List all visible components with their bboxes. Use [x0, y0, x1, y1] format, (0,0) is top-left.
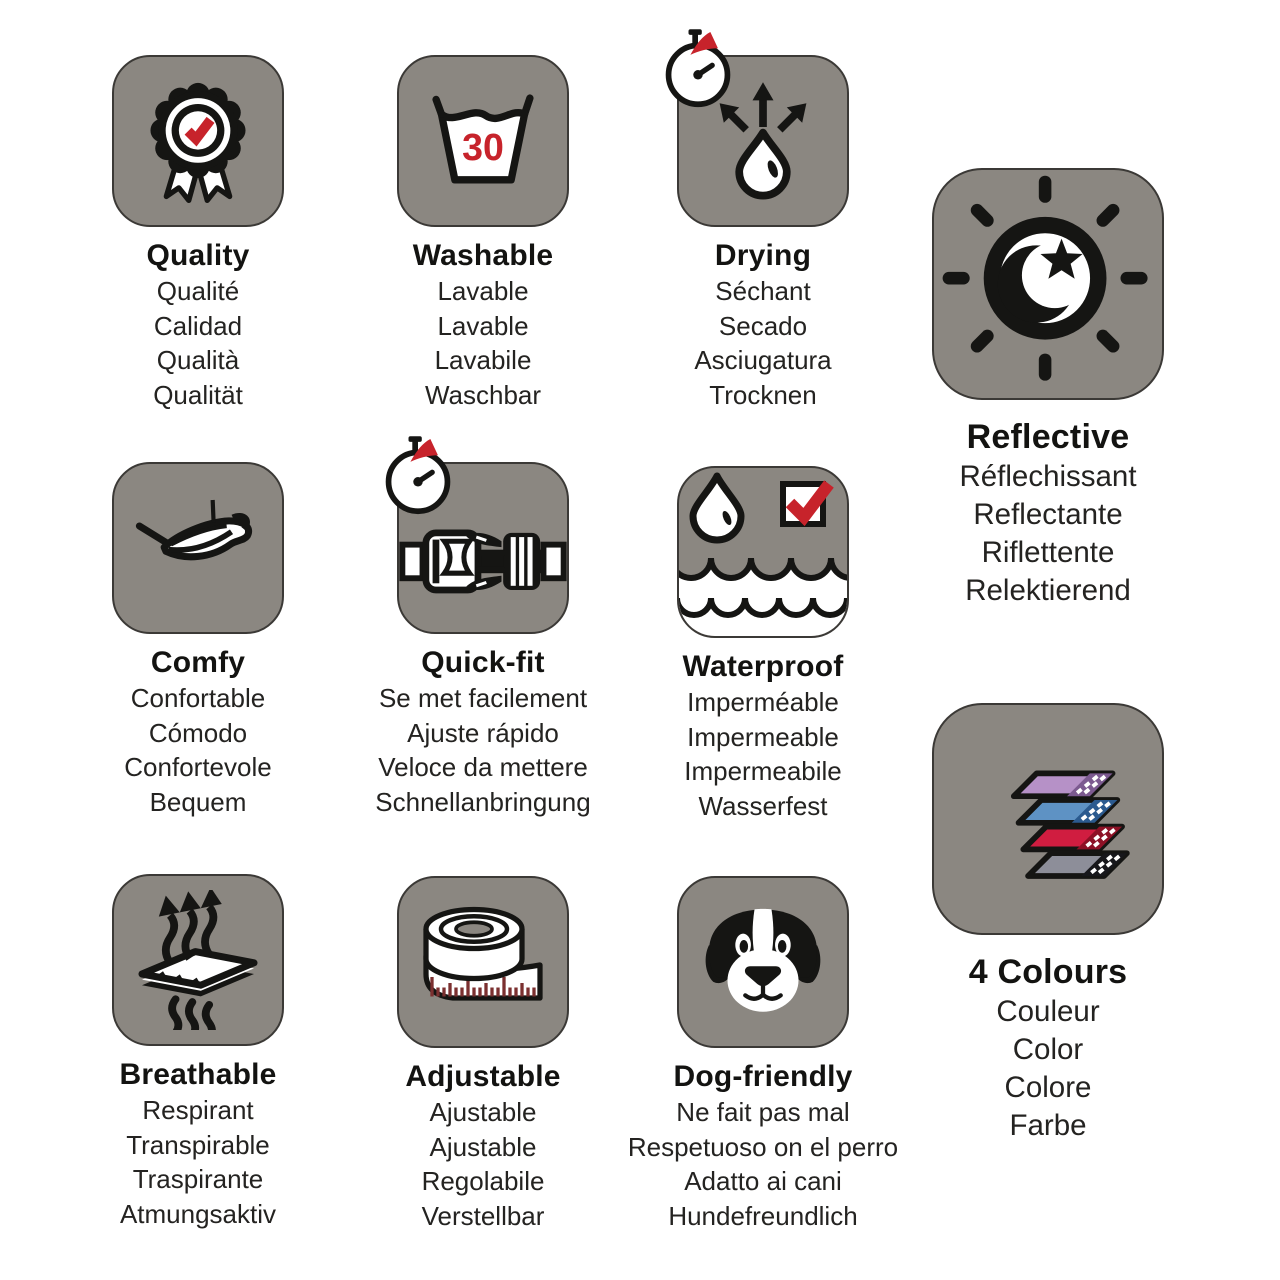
feature-translation: Respirant	[142, 1095, 254, 1125]
feature-title: Waterproof	[682, 650, 844, 683]
feature-quickfit	[333, 462, 633, 819]
feature-translation: Riflettente	[981, 536, 1115, 569]
feature-title: Drying	[714, 239, 812, 272]
adjustable-tile	[397, 876, 569, 1048]
feature-reflective	[898, 168, 1198, 610]
measuring-tape-icon	[408, 887, 558, 1037]
feature-translation: Reflectante	[973, 498, 1123, 531]
feature-translation: Qualità	[156, 345, 240, 375]
water-drop-icon	[693, 476, 741, 540]
airflow-tails	[172, 999, 212, 1030]
feature-translation: Confortable	[130, 683, 266, 713]
adjustable-caption	[333, 1058, 633, 1233]
wave-line	[677, 558, 849, 578]
feature-translation: Wasserfest	[698, 790, 828, 821]
fabric-swatches-icon	[934, 705, 1162, 933]
feature-translation: Secado	[718, 310, 808, 341]
washable-tile	[397, 55, 569, 227]
feature-comfy	[48, 462, 348, 819]
feature-translation: Imperméable	[687, 687, 839, 717]
feature-translation: Atmungsaktiv	[119, 1198, 277, 1229]
waterproof-waves-icon	[677, 466, 849, 638]
feature-translation: Lavabile	[434, 345, 532, 375]
feature-quality	[48, 55, 348, 412]
reflective-tile	[932, 168, 1164, 400]
feature-dogfriendly	[613, 876, 913, 1233]
feature-translation: Impermeable	[687, 721, 839, 752]
sun-moon-star-icon	[932, 168, 1164, 400]
feature-translation: Qualität	[153, 379, 243, 410]
feature-translation: Ajuste rápido	[407, 717, 559, 748]
wash-temp-text: 30	[462, 125, 504, 168]
drying-caption	[613, 237, 913, 412]
feature-translation: Calidad	[153, 310, 243, 341]
feature-translation: Waschbar	[424, 379, 542, 410]
feather-icon	[128, 478, 268, 618]
feature-translation: Cómodo	[148, 717, 248, 748]
feature-translation: Se met facilement	[378, 683, 588, 713]
wash-basin-icon	[416, 74, 550, 208]
feature-translation: Traspirante	[132, 1164, 264, 1194]
comfy-tile	[112, 462, 284, 634]
feature-title: Breathable	[119, 1058, 277, 1091]
feature-translation: Veloce da mettere	[378, 752, 588, 782]
feature-translation: Bequem	[149, 786, 247, 817]
stopwatch-icon	[660, 29, 736, 113]
feature-translation: Lavable	[437, 276, 529, 306]
stopwatch-icon	[380, 436, 456, 520]
feature-waterproof	[613, 466, 913, 823]
waterproof-caption	[613, 648, 913, 823]
feature-adjustable	[333, 876, 633, 1233]
feature-translation: Hundefreundlich	[668, 1200, 858, 1231]
feature-translation: Farbe	[1009, 1109, 1087, 1142]
feature-title: Reflective	[966, 418, 1130, 456]
quality-tile	[112, 55, 284, 227]
washable-caption	[333, 237, 633, 412]
colours-caption	[898, 951, 1198, 1145]
comfy-caption	[48, 644, 348, 819]
feature-translation: Séchant	[715, 276, 811, 306]
feature-title: Quick-fit	[421, 646, 545, 679]
breathable-tile	[112, 874, 284, 1046]
dog-face-icon	[692, 891, 834, 1033]
award-rosette-icon	[132, 75, 264, 207]
feature-translation: Verstellbar	[421, 1200, 545, 1231]
dogfriendly-caption	[613, 1058, 913, 1233]
feature-translation: Lavable	[437, 310, 529, 341]
breathable-fabric-arrows-icon	[128, 890, 268, 1030]
feature-translation: Regolabile	[421, 1166, 545, 1196]
feature-translation: Ajustable	[429, 1131, 537, 1162]
feature-washable	[333, 55, 633, 412]
feature-translation: Impermeabile	[684, 756, 842, 786]
reflective-caption	[898, 416, 1198, 610]
feature-translation: Qualité	[156, 276, 240, 306]
colours-tile	[932, 703, 1164, 935]
feature-translation: Asciugatura	[694, 345, 832, 375]
feature-breathable	[48, 874, 348, 1231]
feature-translation: Color	[1012, 1033, 1084, 1066]
drying-tile	[677, 55, 849, 227]
feature-translation: Ajustable	[429, 1097, 537, 1127]
dogfriendly-tile	[677, 876, 849, 1048]
feature-title: 4 Colours	[968, 953, 1128, 991]
feature-translation: Schnellanbringung	[375, 786, 591, 817]
feature-translation: Adatto ai cani	[684, 1166, 842, 1196]
feature-translation: Transpirable	[126, 1129, 270, 1160]
feature-translation: Trocknen	[709, 379, 817, 410]
feature-translation: Ne fait pas mal	[676, 1097, 850, 1127]
feature-title: Quality	[146, 239, 250, 272]
feature-colours	[898, 703, 1198, 1145]
waterproof-tile	[677, 466, 849, 638]
feature-translation: Colore	[1004, 1071, 1092, 1104]
breathable-caption	[48, 1056, 348, 1231]
feature-translation: Relektierend	[965, 574, 1131, 607]
feature-translation: Réflechissant	[959, 460, 1137, 493]
feature-translation: Respetuoso on el perro	[627, 1131, 899, 1162]
quickfit-caption	[333, 644, 633, 819]
feature-translation: Confortevole	[124, 752, 272, 782]
feature-title: Comfy	[150, 646, 246, 679]
feature-title: Adjustable	[405, 1060, 561, 1093]
feature-title: Washable	[412, 239, 554, 272]
feature-title: Dog-friendly	[673, 1060, 853, 1093]
feature-translation: Couleur	[996, 995, 1100, 1028]
feature-drying	[613, 55, 913, 412]
quickfit-tile	[397, 462, 569, 634]
quality-caption	[48, 237, 348, 412]
